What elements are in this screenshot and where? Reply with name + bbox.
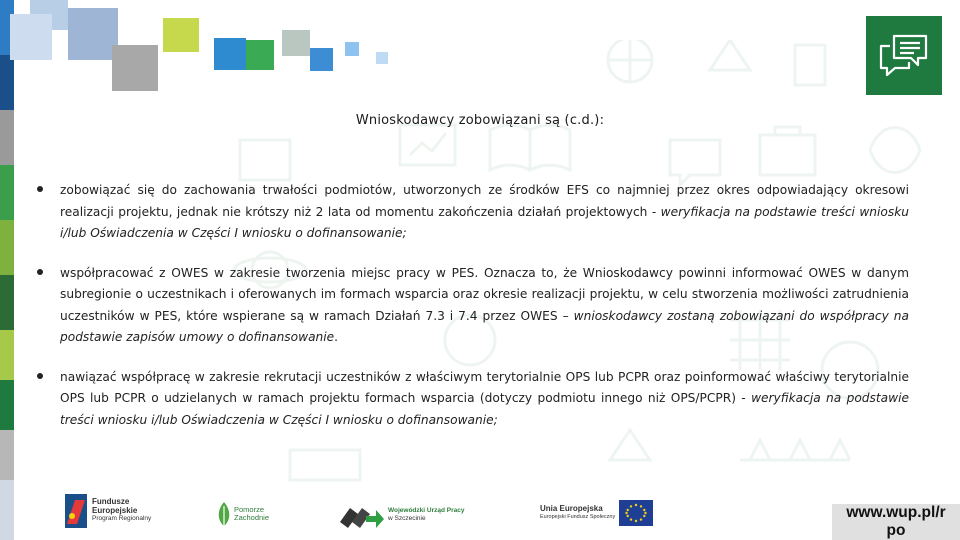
logo-wup-szczecin	[338, 502, 464, 528]
bullet-text-tail: .	[334, 330, 339, 344]
logo4-line1: Unia Europejska	[540, 503, 603, 513]
footer-logos	[60, 492, 760, 536]
logo1-line3: Program Regionalny	[92, 515, 152, 523]
wup-logo-icon	[338, 502, 384, 528]
leaf-logo-icon	[217, 500, 231, 528]
bullet-dot	[37, 373, 43, 379]
stripe-navy	[0, 55, 14, 110]
logo2-line2: Zachodnie	[234, 513, 270, 522]
bullet-list	[36, 180, 909, 449]
bullet-text	[60, 263, 909, 349]
logo4-line2: Europejski Fundusz Społeczny	[540, 514, 616, 520]
logo1-line1: Fundusze	[92, 497, 130, 507]
list-item	[36, 263, 909, 349]
logo3-line2: w Szczecinie	[388, 515, 426, 522]
eu-flag-icon	[619, 500, 653, 526]
stripe-yellow-green	[0, 330, 14, 380]
chat-bubbles-icon	[878, 32, 930, 80]
url-line1: www.wup.pl/r	[846, 504, 946, 521]
slide-title: Wnioskodawcy zobowiązani są (c.d.):	[355, 113, 605, 128]
bullet-text	[60, 180, 909, 245]
stripe-light-gray	[0, 430, 14, 480]
logo3-line1: Wojewódzki Urząd Pracy	[388, 506, 465, 514]
stripe-green-2	[0, 380, 14, 430]
website-url[interactable]	[832, 504, 960, 540]
list-item	[36, 180, 909, 245]
stripe-green	[0, 165, 14, 220]
logo1-line2: Europejskie	[92, 505, 138, 515]
bullet-text-normal: nawiązać współpracę w zakresie rekrutacji uczestników z właściwym terytorialnie OPS lub PCPR oraz poinformować właściwy terytorialnie OPS lub PCPR o udzielanych w ramach projektu formach wsparcia (dotyczy podmiotu innego niż OPS/PCPR) -	[60, 369, 909, 405]
bullet-text	[60, 367, 909, 432]
logo-pomorze-zachodnie	[217, 500, 269, 528]
logo-unia-europejska	[540, 500, 653, 526]
square	[10, 14, 52, 60]
bullet-dot	[37, 269, 43, 275]
bullet-text-normal: zobowiązać się do zachowania trwałości podmiotów, utworzonych ze środków EFS co najmniej przez okres odpowiadający okresowi realizacji projektu, jednak nie krótszy niż 2 lata od momentu zakończenia działań projektowych -	[60, 183, 909, 219]
bullet-text-italic: weryfikacja na podstawie treści wniosku i/lub Oświadczenia w Części I wniosku o dofinansowanie;	[60, 204, 909, 240]
bullet-dot	[37, 186, 43, 192]
logo-fundusze-europejskie	[65, 494, 151, 528]
bullet-text-italic: weryfikacja na podstawie treści wniosku i/lub Oświadczenia w Części I wniosku o dofinansowanie;	[60, 391, 909, 427]
bullet-text-normal: współpracować z OWES w zakresie tworzenia miejsc pracy w PES. Oznacza to, że Wnioskodawcy powinni informować OWES w danym subregionie o uczestnikach i oferowanych im formach wsparcia oraz okresie realizacji projektu, w celu stworzenia możliwości zatrudnienia uczestników w PES, które wspierane są w ramach Działań 7.3 i 7.4 przez OWES –	[60, 265, 909, 323]
stripe-dark-green	[0, 275, 14, 330]
chat-icon-box	[866, 16, 942, 95]
logo2-line1: Pomorze	[234, 504, 265, 514]
fe-logo-icon	[65, 494, 87, 528]
stripe-pale	[0, 480, 14, 540]
square	[68, 8, 118, 60]
stripe-lime	[0, 220, 14, 275]
list-item	[36, 367, 909, 432]
url-line2: po	[886, 522, 906, 539]
bullet-text-italic: wnioskodawcy zostaną zobowiązani do współpracy na podstawie zapisów umowy o dofinansowanie	[60, 308, 909, 344]
